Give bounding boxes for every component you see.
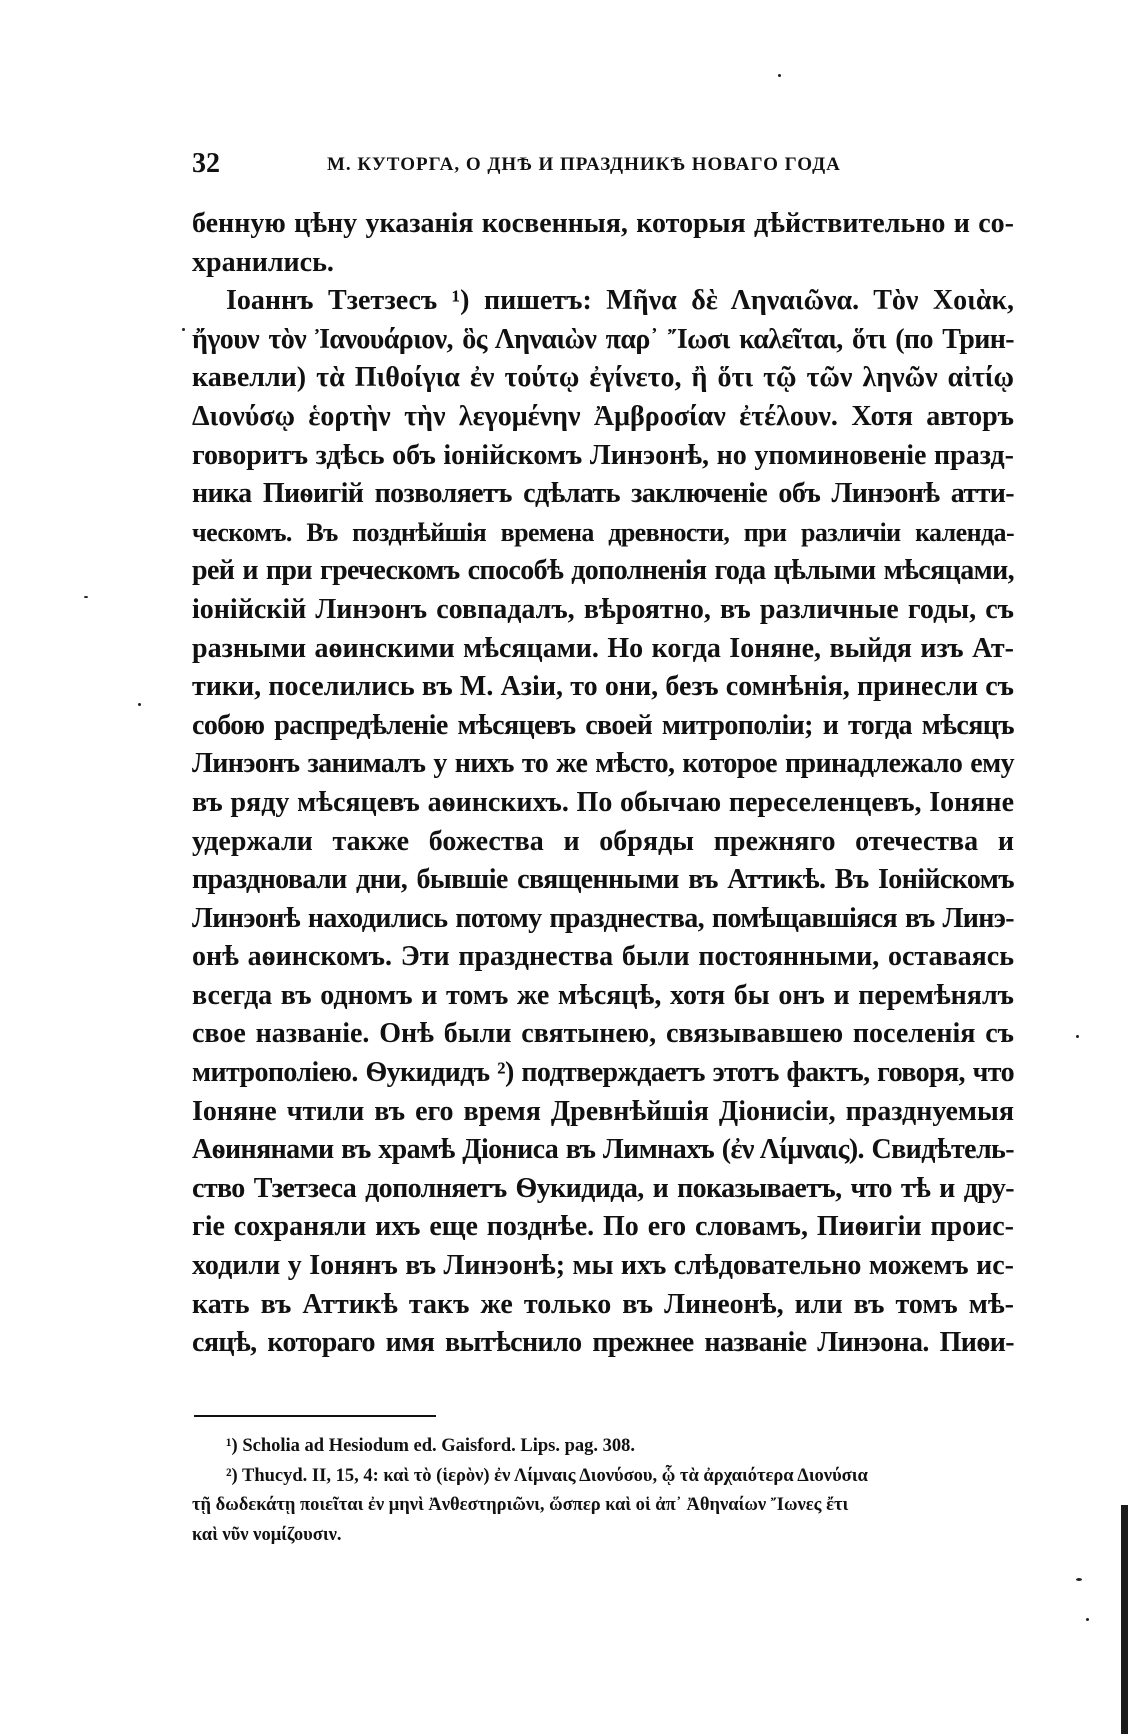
text-line: ческомъ. Въ позднѣйшія времена древности, при различіи календа- [192,517,1014,547]
scan-speck [138,703,141,706]
text-line: ἤγουν τὸν Ἰανουάριον, ὃς Ληναιὼν παρ᾽ Ἴωσι καλεῖται, ὅτι (по Трин- [192,323,1014,355]
scan-speck [1076,1035,1079,1038]
text-line: ство Тзетзеса дополняетъ Ѳукидида, и показываетъ, что тѣ и дру- [192,1172,1014,1204]
text-line: удержали также божества и обряды прежняго отечества и [192,825,1014,857]
text-line: Іоаннъ Тзетзесъ ¹) пишетъ: Μῆνα δὲ Ληναιῶνα. Τὸν Χοιὰκ, [226,285,1014,317]
text-line: онѣ аѳинскомъ. Эти празднества были постоянными, оставаясь [192,941,1014,973]
text-line: говоритъ здѣсь объ іонійскомъ Линэонѣ, но упоминовеніе празд- [192,439,1014,471]
text-line: Διονύσῳ ἑορτὴν τὴν λεγομένην Ἀμβροσίαν ἐτέλουν. Хотя авторъ [192,400,1014,432]
text-line: праздновали дни, бывшіе священными въ Аттикѣ. Въ Іонійскомъ [192,864,1014,896]
scan-speck [1076,1578,1082,1581]
footnote-2: ²) Thucyd. II, 15, 4: καὶ τὸ (ἱερὸν) ἐν Λίμναις Διονύσου, ᾧ τὰ ἀρχαιότερα Διονύσια [226,1465,868,1486]
text-line: свое названіе. Онѣ были святынею, связывавшею поселенія съ [192,1018,1014,1050]
running-head: М. КУТОРГА, О ДНѢ И ПРАЗДНИКѢ НОВАГО ГОДА [327,154,841,175]
text-line: ника Пиѳигій позволяетъ сдѣлать заключеніе объ Линэонѣ атти- [192,478,1014,510]
text-line: хранились. [192,246,334,278]
text-line: ходили у Іонянъ въ Линэонѣ; мы ихъ слѣдовательно можемъ ис- [192,1250,1014,1282]
text-line: Линэонъ занималъ у нихъ то же мѣсто, которое принадлежало ему [192,748,1014,780]
text-line: кать въ Аттикѣ такъ же только въ Линеонѣ, или въ томъ мѣ- [192,1288,1014,1320]
text-line: митрополіею. Ѳукидидъ ²) подтверждаетъ этотъ фактъ, говоря, что [192,1057,1014,1089]
text-line: бенную цѣну указанія косвенныя, которыя дѣйствительно и со- [192,208,1014,239]
text-line: гіе сохраняли ихъ еще позднѣе. По его словамъ, Пиѳигіи проис- [192,1211,1014,1243]
main-text [192,205,1014,1363]
text-line: собою распредѣленіе мѣсяцевъ своей митрополіи; и тогда мѣсяцъ [192,709,1014,741]
footnote-1: ¹) Scholia ad Hesiodum ed. Gaisford. Lips. pag. 308. [226,1436,636,1456]
text-line: Іоняне чтили въ его время Древнѣйшія Діонисіи, празднуемыя [192,1095,1014,1127]
text-line: въ ряду мѣсяцевъ аѳинскихъ. По обычаю переселенцевъ, Іоняне [192,786,1014,818]
scan-edge [1121,1505,1128,1734]
footnotes [192,1432,1014,1550]
text-line: Линэонѣ находились потому празднества, помѣщавшіяся въ Линэ- [192,902,1014,934]
page-number: 32 [192,148,220,179]
scan-speck [1086,1618,1089,1621]
text-line: кавелли) τὰ Πιθοίγια ἐν τούτῳ ἐγίνετο, ἢ ὅτι τῷ τῶν ληνῶν αἰτίῳ [192,362,1014,394]
text-line: разными аѳинскими мѣсяцами. Но когда Іоняне, выйдя изъ Ат- [192,632,1014,664]
scan-speck [84,596,88,598]
page-header [192,148,1012,182]
scan-speck [778,74,781,77]
footnote-2-continued: τῇ δωδεκάτῃ ποιεῖται ἐν μηνὶ Ἀνθεστηριῶνι, ὥσπερ καὶ οἱ ἀπ᾽ Ἀθηναίων Ἴωνες ἔτι [192,1495,849,1515]
text-line: іонійскій Линэонъ совпадалъ, вѣроятно, въ различные годы, съ [192,593,1014,625]
text-line: всегда въ одномъ и томъ же мѣсяцѣ, хотя бы онъ и перемѣнялъ [192,979,1014,1011]
text-line: рей и при греческомъ способѣ дополненія года цѣлыми мѣсяцами, [192,555,1014,587]
text-line: Аѳинянами въ храмѣ Діониса въ Лимнахъ (ἐν Λίμναις). Свидѣтель- [192,1134,1014,1166]
text-line: сяцѣ, котораго имя вытѣснило прежнее названіе Линэона. Пиѳи- [192,1327,1014,1359]
footnote-2-continued: καὶ νῦν νομίζουσιν. [192,1524,342,1545]
footnote-divider [194,1415,436,1417]
scan-speck [182,328,185,331]
text-line: тики, поселились въ М. Азіи, то они, безъ сомнѣнія, принесли съ [192,671,1014,703]
